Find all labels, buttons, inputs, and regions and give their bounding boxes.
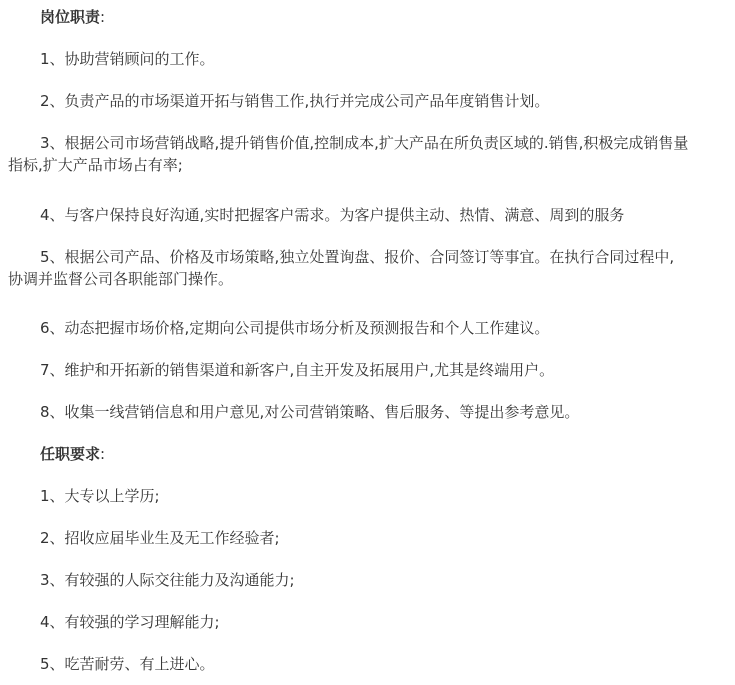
- duty-item-3-line-1: 3、根据公司市场营销战略,提升销售价值,控制成本,扩大产品在所负责区域的.销售,积极完成销售量: [40, 134, 689, 152]
- duty-item-5-line-2: 协调并监督公司各职能部门操作。: [8, 270, 234, 288]
- duty-item-7: 7、维护和开拓新的销售渠道和新客户,自主开发及拓展用户,尤其是终端用户。: [40, 361, 555, 379]
- duties-title: 岗位职责: [40, 8, 101, 26]
- duty-item-8: 8、收集一线营销信息和用户意见,对公司营销策略、售后服务、等提出参考意见。: [40, 403, 580, 421]
- requirements-title-colon: :: [100, 445, 106, 463]
- duty-item-5: [0, 246, 735, 290]
- duties-heading: [0, 6, 735, 28]
- requirement-item-1: 1、大专以上学历;: [40, 487, 160, 505]
- requirement-item-2: 2、招收应届毕业生及无工作经验者;: [40, 529, 280, 547]
- requirements-heading: [0, 443, 735, 465]
- duty-item-1: 1、协助营销顾问的工作。: [40, 50, 215, 68]
- requirements-title: 任职要求: [40, 445, 101, 463]
- duty-item-3-line-2: 指标,扩大产品市场占有率;: [8, 156, 183, 174]
- duty-item-2: 2、负责产品的市场渠道开拓与销售工作,执行并完成公司产品年度销售计划。: [40, 92, 550, 110]
- duties-title-colon: :: [100, 8, 106, 26]
- duty-item-3: [0, 132, 735, 176]
- duty-item-5-line-1: 5、根据公司产品、价格及市场策略,独立处置询盘、报价、合同签订等事宜。在执行合同过程中,: [40, 248, 675, 266]
- requirement-item-3: 3、有较强的人际交往能力及沟通能力;: [40, 571, 295, 589]
- duty-item-6: 6、动态把握市场价格,定期向公司提供市场分析及预测报告和个人工作建议。: [40, 319, 550, 337]
- requirement-item-5: 5、吃苦耐劳、有上进心。: [40, 655, 215, 673]
- requirement-item-4: 4、有较强的学习理解能力;: [40, 613, 220, 631]
- duty-item-4: 4、与客户保持良好沟通,实时把握客户需求。为客户提供主动、热情、满意、周到的服务: [40, 206, 625, 224]
